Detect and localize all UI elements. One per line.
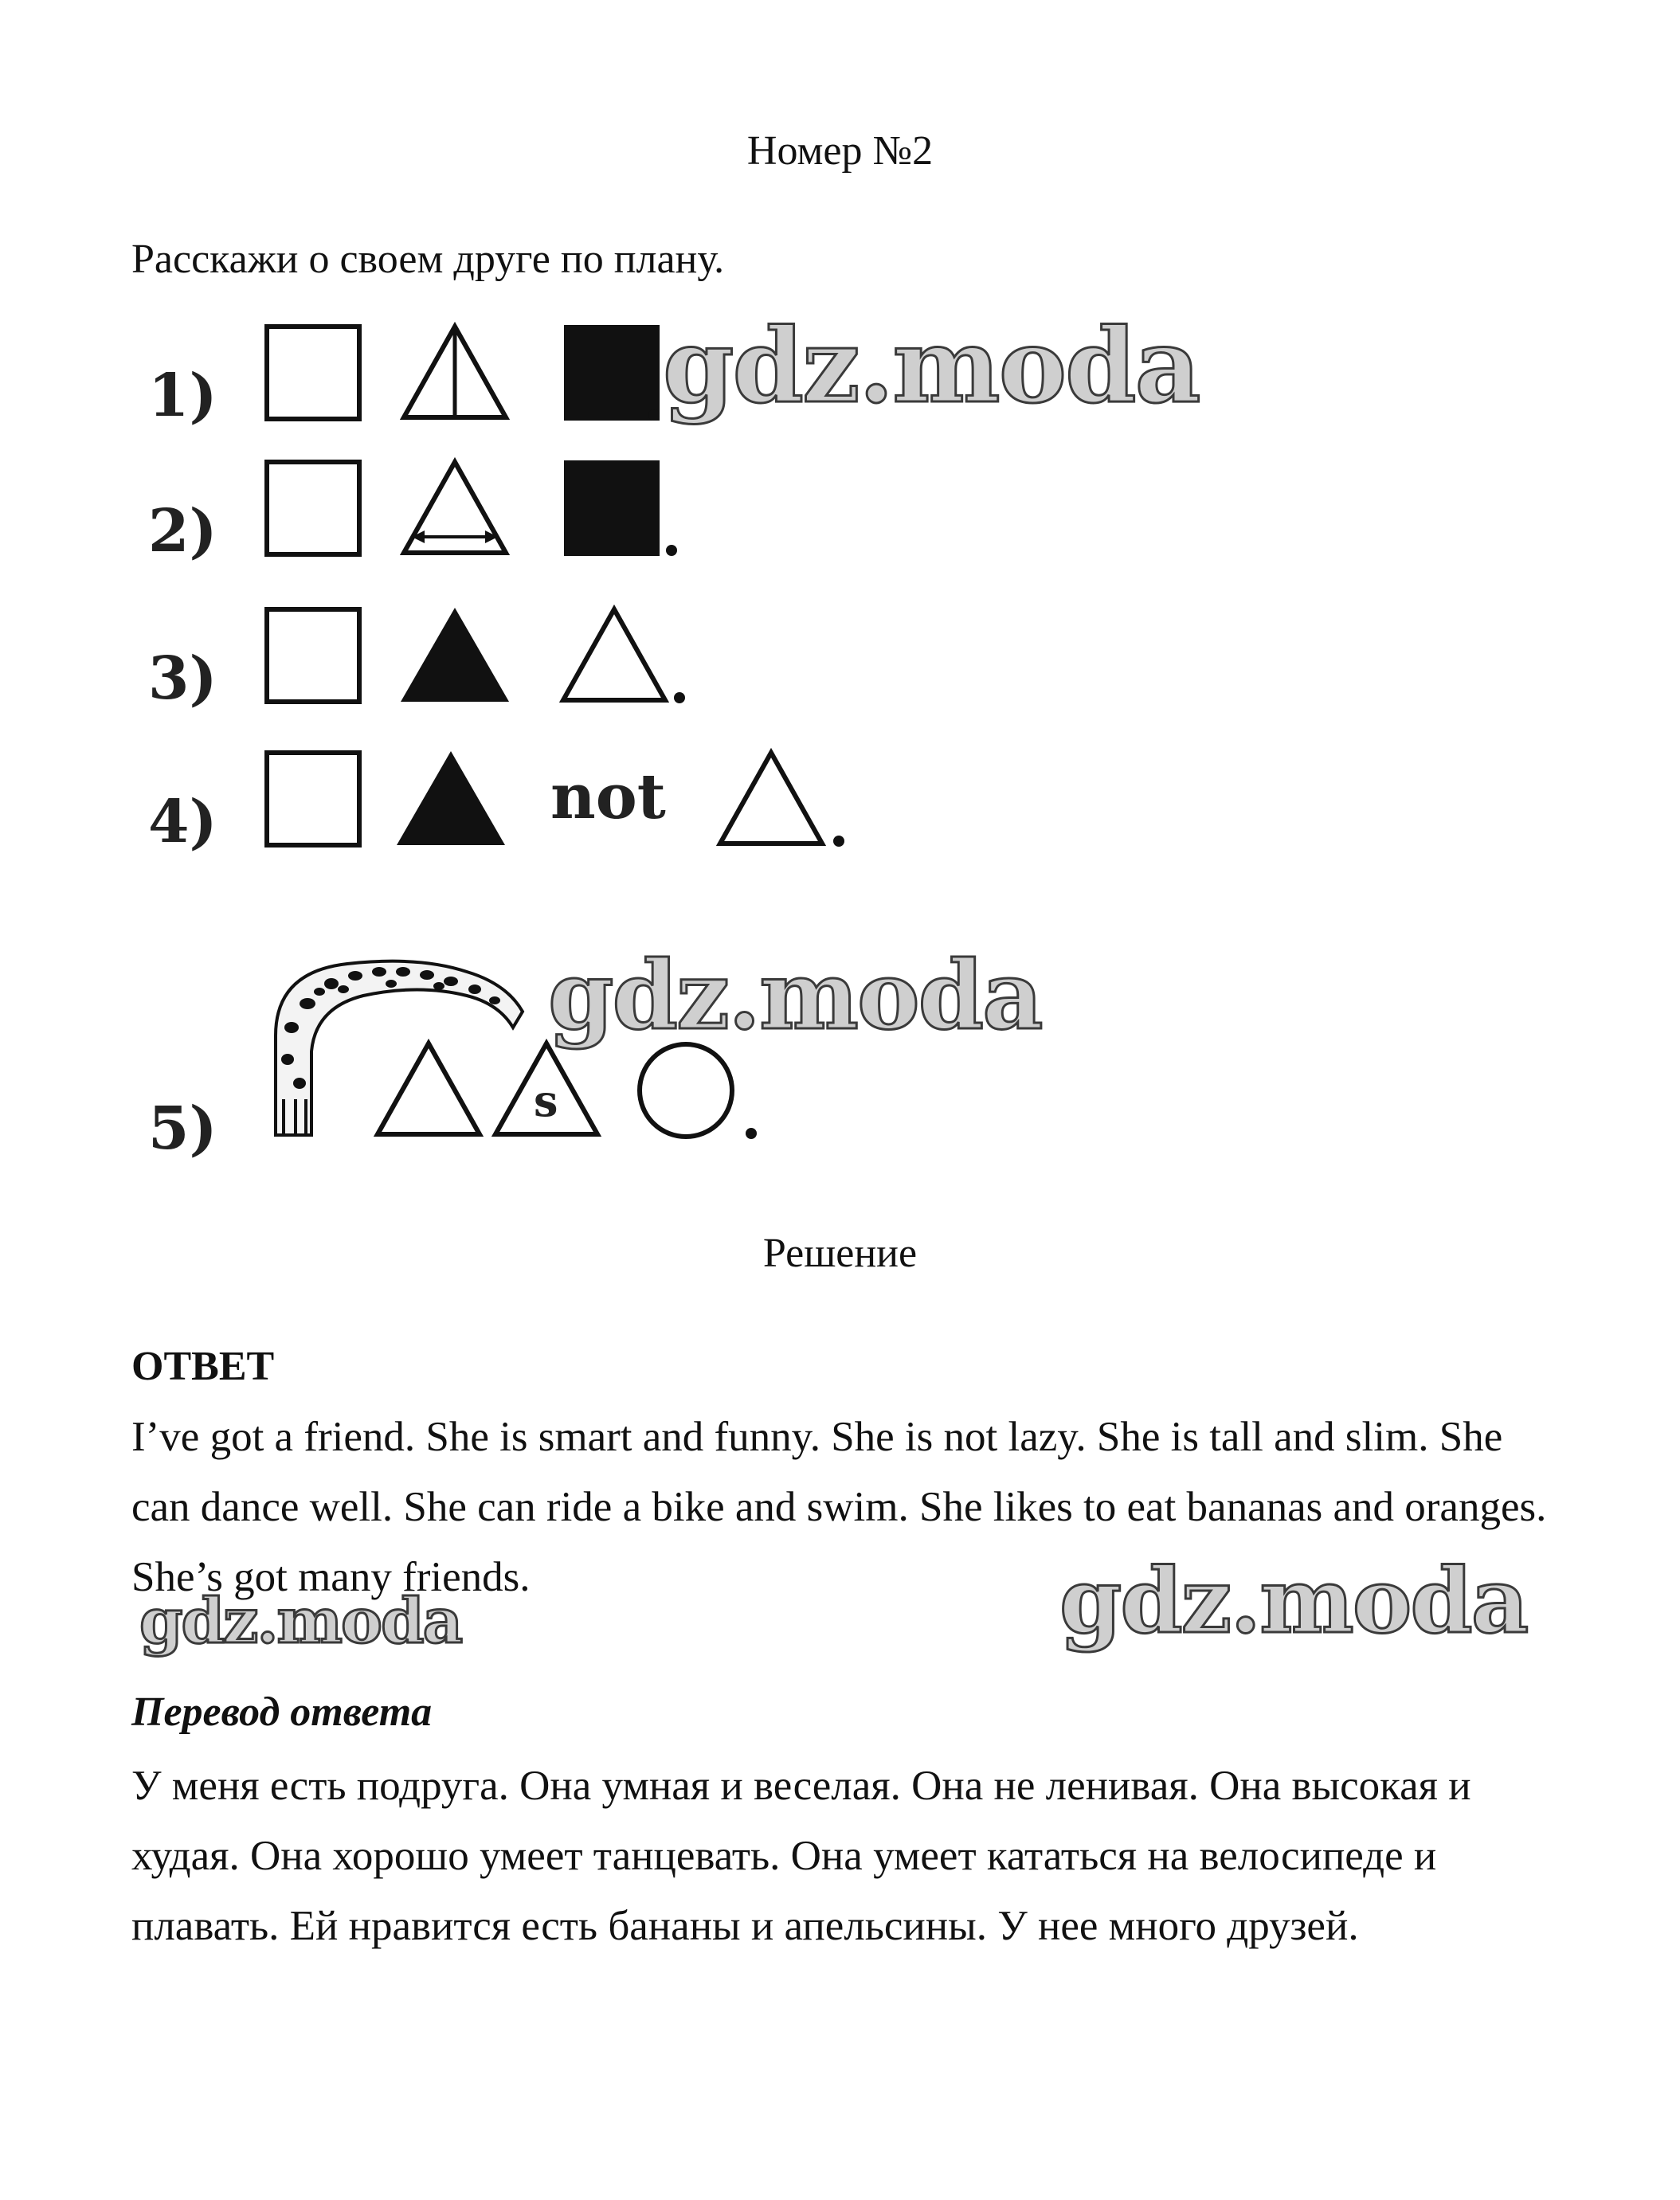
translation-heading: Перевод ответа	[131, 1689, 433, 1735]
watermark: gdz.moda	[548, 940, 1042, 1051]
triangle-filled-icon	[399, 605, 511, 705]
row-number: 2)	[148, 497, 217, 566]
s-letter: s	[534, 1075, 558, 1126]
task-instruction: Расскажи о своем друге по плану.	[131, 237, 725, 282]
row-dot	[648, 409, 660, 421]
square-outline-icon	[264, 606, 362, 705]
row-number: 1)	[148, 362, 217, 430]
plan-row-4	[148, 745, 945, 856]
square-filled-icon	[562, 459, 661, 558]
row-number: 4)	[148, 788, 217, 856]
watermark: gdz.moda	[1059, 1549, 1528, 1654]
plan-row-2	[148, 454, 865, 566]
triangle-outline-icon	[373, 1039, 484, 1139]
triangle-filled-icon	[395, 748, 507, 848]
row-dot	[833, 836, 844, 847]
triangle-arrow-icon	[399, 457, 511, 558]
row-dot	[674, 692, 685, 703]
not-word: not	[550, 761, 666, 833]
square-outline-icon	[264, 323, 362, 422]
watermark: gdz.moda	[139, 1585, 462, 1658]
row-dot	[746, 1128, 757, 1139]
triangle-outline-icon	[558, 605, 670, 705]
square-filled-icon	[562, 323, 661, 422]
row-dot	[666, 545, 677, 556]
translation-text: У меня есть подруга. Она умная и веселая. Она не ленивая. Она высокая и худая. Она хорошо умеет танцевать. Она умеет кататься на велосипеде и плавать. Ей нравится есть бананы и апельсины. У нее много друзей.	[131, 1763, 1471, 1949]
triangle-outline-icon	[715, 748, 827, 848]
watermark: gdz.moda	[663, 307, 1200, 426]
row-number: 5)	[148, 1094, 217, 1163]
triangle-split-icon	[399, 322, 511, 422]
circle-outline-icon	[634, 1039, 738, 1142]
page-title: Номер №2	[746, 128, 934, 174]
answer-heading: ОТВЕТ	[131, 1344, 275, 1389]
row-number: 3)	[148, 644, 217, 713]
square-outline-icon	[264, 459, 362, 558]
solution-label: Решение	[762, 1231, 918, 1276]
answer-text: I’ve got a friend. She is smart and funny. She is not lazy. She is tall and slim. She can dance well. She can ride a bike and swim. She likes to eat bananas and oranges. She’s got many friends.	[131, 1414, 1547, 1600]
plan-row-3	[148, 601, 865, 713]
square-outline-icon	[264, 750, 362, 848]
